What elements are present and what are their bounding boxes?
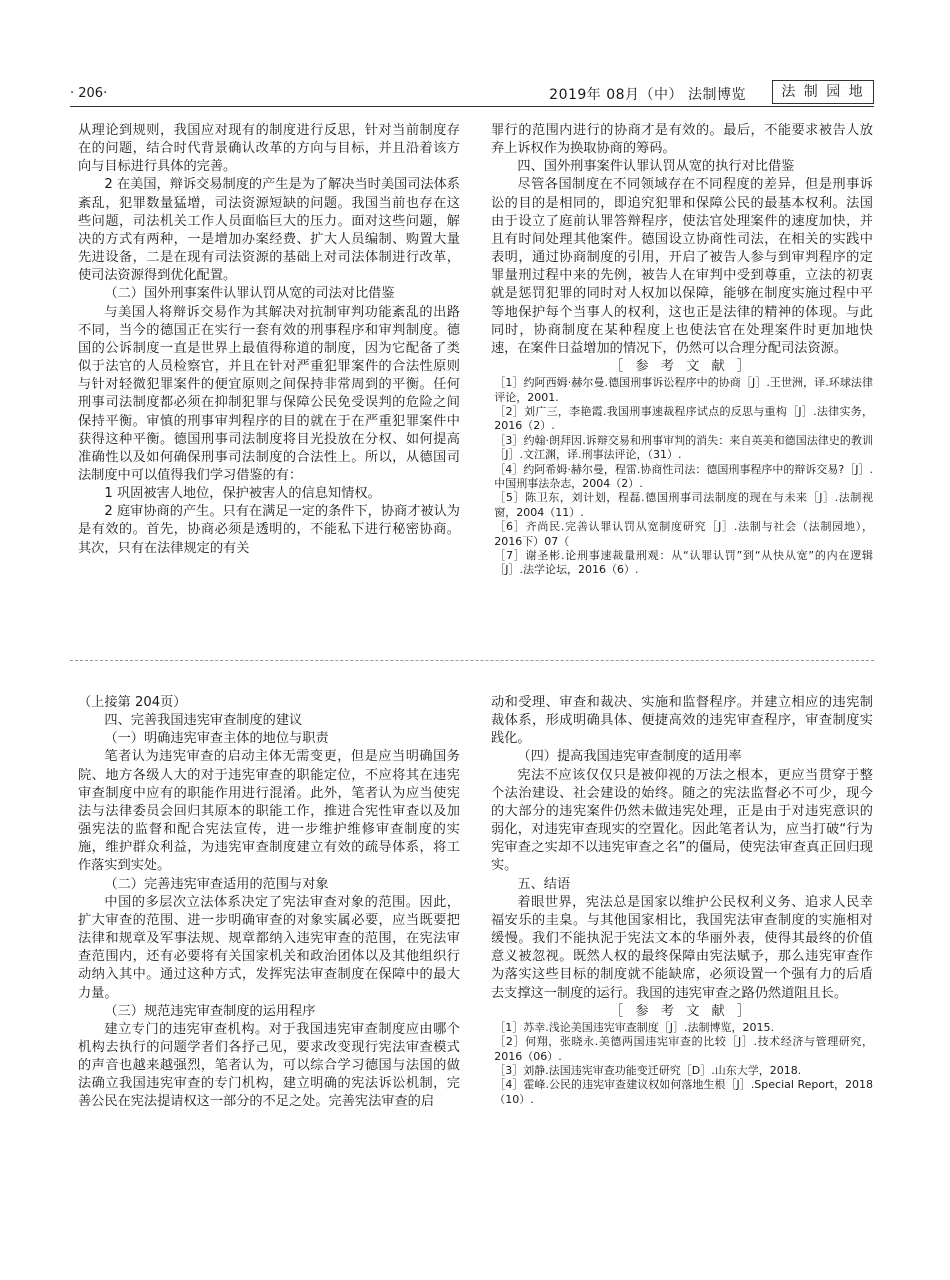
top-right-column: [491, 122, 873, 657]
reference-item: ［2］刘广三，李艳霞.我国刑事速裁程序试点的反思与重构［J］.法律实务，2016（2）.: [494, 405, 873, 433]
reference-item: ［2］何翔，张晓永.美德两国违宪审查的比较［J］.技术经济与管理研究，2016（06）.: [494, 1035, 873, 1063]
reference-item: ［5］陈卫东，刘计划，程磊.德国刑事司法制度的现在与未来［J］.法制视窗，2004（11）.: [494, 491, 873, 519]
reference-item: ［1］约阿西姆·赫尔曼.德国刑事诉讼程序中的协商［J］.王世洲，译.环球法律评论，2001.: [494, 376, 873, 404]
paragraph: 罪行的范围内进行的协商才是有效的。最后，不能要求被告人放弃上诉权作为换取协商的筹码。: [491, 123, 873, 157]
top-left-column: [78, 122, 460, 657]
section-heading: （二）完善违宪审查适用的范围与对象: [104, 876, 329, 892]
section-heading: （四）提高我国违宪审查制度的适用率: [517, 749, 742, 765]
reference-item: ［4］霍峰.公民的违宪审查建议权如何落地生根［J］.Special Report，2018（10）.: [494, 1078, 873, 1106]
paragraph: 与美国人将辩诉交易作为其解决对抗制审判功能紊乱的出路不同，当今的德国正在实行一套有效的刑事程序和审判制度。德国的公诉制度一直是世界上最值得称道的制度，因为它配备了类似于法官的人员检察官，并且在针对严重犯罪案件的合法性原则与针对轻微犯罪案件的便宜原则之间保持非常周到的平衡。任何刑事司法制度都必须在抑制犯罪与保障公民免受误判的危险之间保持平衡。审慎的刑事审判程序的目的就在于在严重犯罪案件中获得这种平衡。德国刑事司法制度将目光投放在分权、如何提高准确性以及如何确保刑事司法制度的合法性上。所以，从德国司法制度中可以值得我们学习借鉴的有：: [78, 304, 460, 483]
reference-item: ［7］谢圣彬.论刑事速裁量刑观：从“认罪认罚”到“从快从宽”的内在逻辑［J］.法学论坛，2016（6）.: [494, 549, 873, 577]
references-title: ［ 参 考 文 献 ］: [609, 359, 755, 375]
references-list: [491, 1021, 873, 1107]
paragraph: 1 巩固被害人地位，保护被害人的信息知情权。: [104, 486, 381, 502]
section-heading: 四、国外刑事案件认罪认罚从宽的执行对比借鉴: [517, 159, 795, 175]
reference-item: ［3］约翰·朗拜因.诉辩交易和刑事审判的消失：来自英美和德国法律史的教训［J］.文江渊，译.刑事法评论，（31）.: [494, 433, 873, 462]
page-number: · 206·: [70, 86, 108, 101]
paragraph: 从理论到规则，我国应对现有的制度进行反思，针对当前制度存在的问题，结合时代背景确认改革的方向与目标，并且沿着该方向与目标进行具体的完善。: [78, 123, 460, 175]
bottom-left-column: [78, 694, 460, 1264]
section-heading: （二）国外刑事案件认罪认罚从宽的司法对比借鉴: [104, 286, 395, 302]
references-title: ［ 参 考 文 献 ］: [609, 1003, 755, 1019]
journal-issue: 2019年 08月（中） 法制博览: [549, 87, 746, 103]
paragraph: 着眼世界，宪法总是国家以维护公民权利义务、追求人民幸福安乐的圭臬。与其他国家相比，我国宪法审查制度的实施相对缓慢。我们不能执泥于宪法文本的华丽外表，使得其最终的价值意义被忽视。既然人权的最终保障由宪法赋予，那么违宪审查作为落实这些目标的制度就不能缺席，必须设置一个强有力的后盾去支撑这一制度的运行。我国的违宪审查之路仍然道阻且长。: [491, 894, 873, 1001]
reference-item: ［4］约阿希姆·赫尔曼，程雷.协商性司法：德国刑事程序中的辩诉交易?［J］.中国刑事法杂志，2004（2）.: [494, 462, 873, 491]
section-heading: 五、结语: [517, 876, 571, 892]
section-label: 法 制 园 地: [772, 80, 874, 104]
paragraph: 建立专门的违宪审查机构。对于我国违宪审查制度应由哪个机构去执行的问题学者们各抒己见，要求改变现行宪法审查模式的声音也越来越强烈，笔者认为，可以综合学习德国与法国的做法确立我国违宪审查的专门机构，建立明确的宪法诉讼机制，完善公民在宪法提请权这一部分的不足之处。完善宪法审查的启: [78, 1021, 460, 1110]
reference-item: ［6］齐尚民.完善认罪认罚从宽制度研究［J］.法制与社会（法制园地），2016下）07（: [494, 520, 873, 548]
section-heading: （三）规范违宪审查制度的运用程序: [104, 1003, 316, 1019]
section-heading: （一）明确违宪审查主体的地位与职责: [104, 731, 329, 747]
reference-item: ［3］刘静.法国违宪审查功能变迁研究［D］.山东大学，2018.: [494, 1064, 802, 1078]
paragraph: 2 在美国，辩诉交易制度的产生是为了解决当时美国司法体系紊乱，犯罪数量猛增，司法资源短缺的问题。我国当前也存在这些问题，司法机关工作人员面临巨大的压力。面对这些问题，解决的方式有两种，一是增加办案经费、扩大人员编制、购置大量先进设备，二是在现有司法资源的基础上对司法体制进行改革，使司法资源得到优化配置。: [78, 177, 460, 284]
paragraph: 动和受理、审查和裁决、实施和监督程序。并建立相应的违宪制裁体系，形成明确具体、便捷高效的违宪审查程序，审查制度实践化。: [491, 695, 873, 747]
page-header: [70, 80, 874, 106]
bottom-right-column: [491, 694, 873, 1264]
header-rule: [70, 106, 874, 107]
paragraph: 2 庭审协商的产生。只有在满足一定的条件下，协商才被认为是有效的。首先，协商必须是透明的，不能私下进行秘密协商。其次，只有在法律规定的有关: [78, 504, 460, 556]
reference-item: ［1］苏幸.浅论美国违宪审查制度［J］.法制博览，2015.: [494, 1020, 775, 1034]
paragraph: 笔者认为违宪审查的启动主体无需变更，但是应当明确国务院、地方各级人大的对于违宪审查的职能定位，不应将其在违宪审查制度中应有的职能作用进行混淆。此外，笔者认为应当使宪法与法律委员会回归其原本的职能工作，推进合宪性审查以及加强宪法的监督和配合宪法宣传，进一步维护维修审查制度的实施，维护群众利益，为违宪审查制度建立有效的疏导体系，将工作落实到实处。: [78, 749, 460, 874]
article-divider: [70, 660, 874, 661]
continuation-note: （上接第 204页）: [78, 695, 187, 710]
section-heading: 四、完善我国违宪审查制度的建议: [104, 713, 303, 729]
references-list: [491, 376, 873, 578]
paragraph: 宪法不应该仅仅只是被仰视的万法之根本，更应当贯穿于整个法治建设、社会建设的始终。随之的宪法监督必不可少，现今的大部分的违宪案件仍然未做违宪处理，正是由于对违宪意识的弱化，对违宪审查现实的空置化。因此笔者认为，应当打破“行为宪审查之实却不以违宪审查之名”的僵局，使宪法审查真正回归现实。: [491, 767, 873, 874]
paragraph: 尽管各国制度在不同领域存在不同程度的差异，但是刑事诉讼的目的是相同的，即追究犯罪和保障公民的最基本权利。法国由于设立了庭前认罪答辩程序，使法官处理案件的速度加快，并且有时间处理其他案件。德国设立协商性司法，在相关的实践中表明，通过协商制度的引用，开启了被告人参与到审判程序的定罪量刑过程中来的先例，被告人在审判中受到尊重，立法的初衷就是惩罚犯罪的同时对人权加以保障，能够在制度实施过程中平等地保护每个当事人的权利，这也正是法律的精神的体现。与此同时，协商制度在某种程度上也使法官在处理案件时更加地快速，在案件日益增加的情况下，仍然可以合理分配司法资源。: [491, 177, 873, 356]
paragraph: 中国的多层次立法体系决定了宪法审查对象的范围。因此，扩大审查的范围、进一步明确审查的对象实属必要，应当既要把法律和规章及军事法规、规章都纳入违宪审查的范围，在宪法审查范围内，还有必要将有关国家机关和政治团体以及其他组织行动纳入其中。通过这种方式，发挥宪法审查制度在保障中的最大力量。: [78, 894, 460, 1001]
